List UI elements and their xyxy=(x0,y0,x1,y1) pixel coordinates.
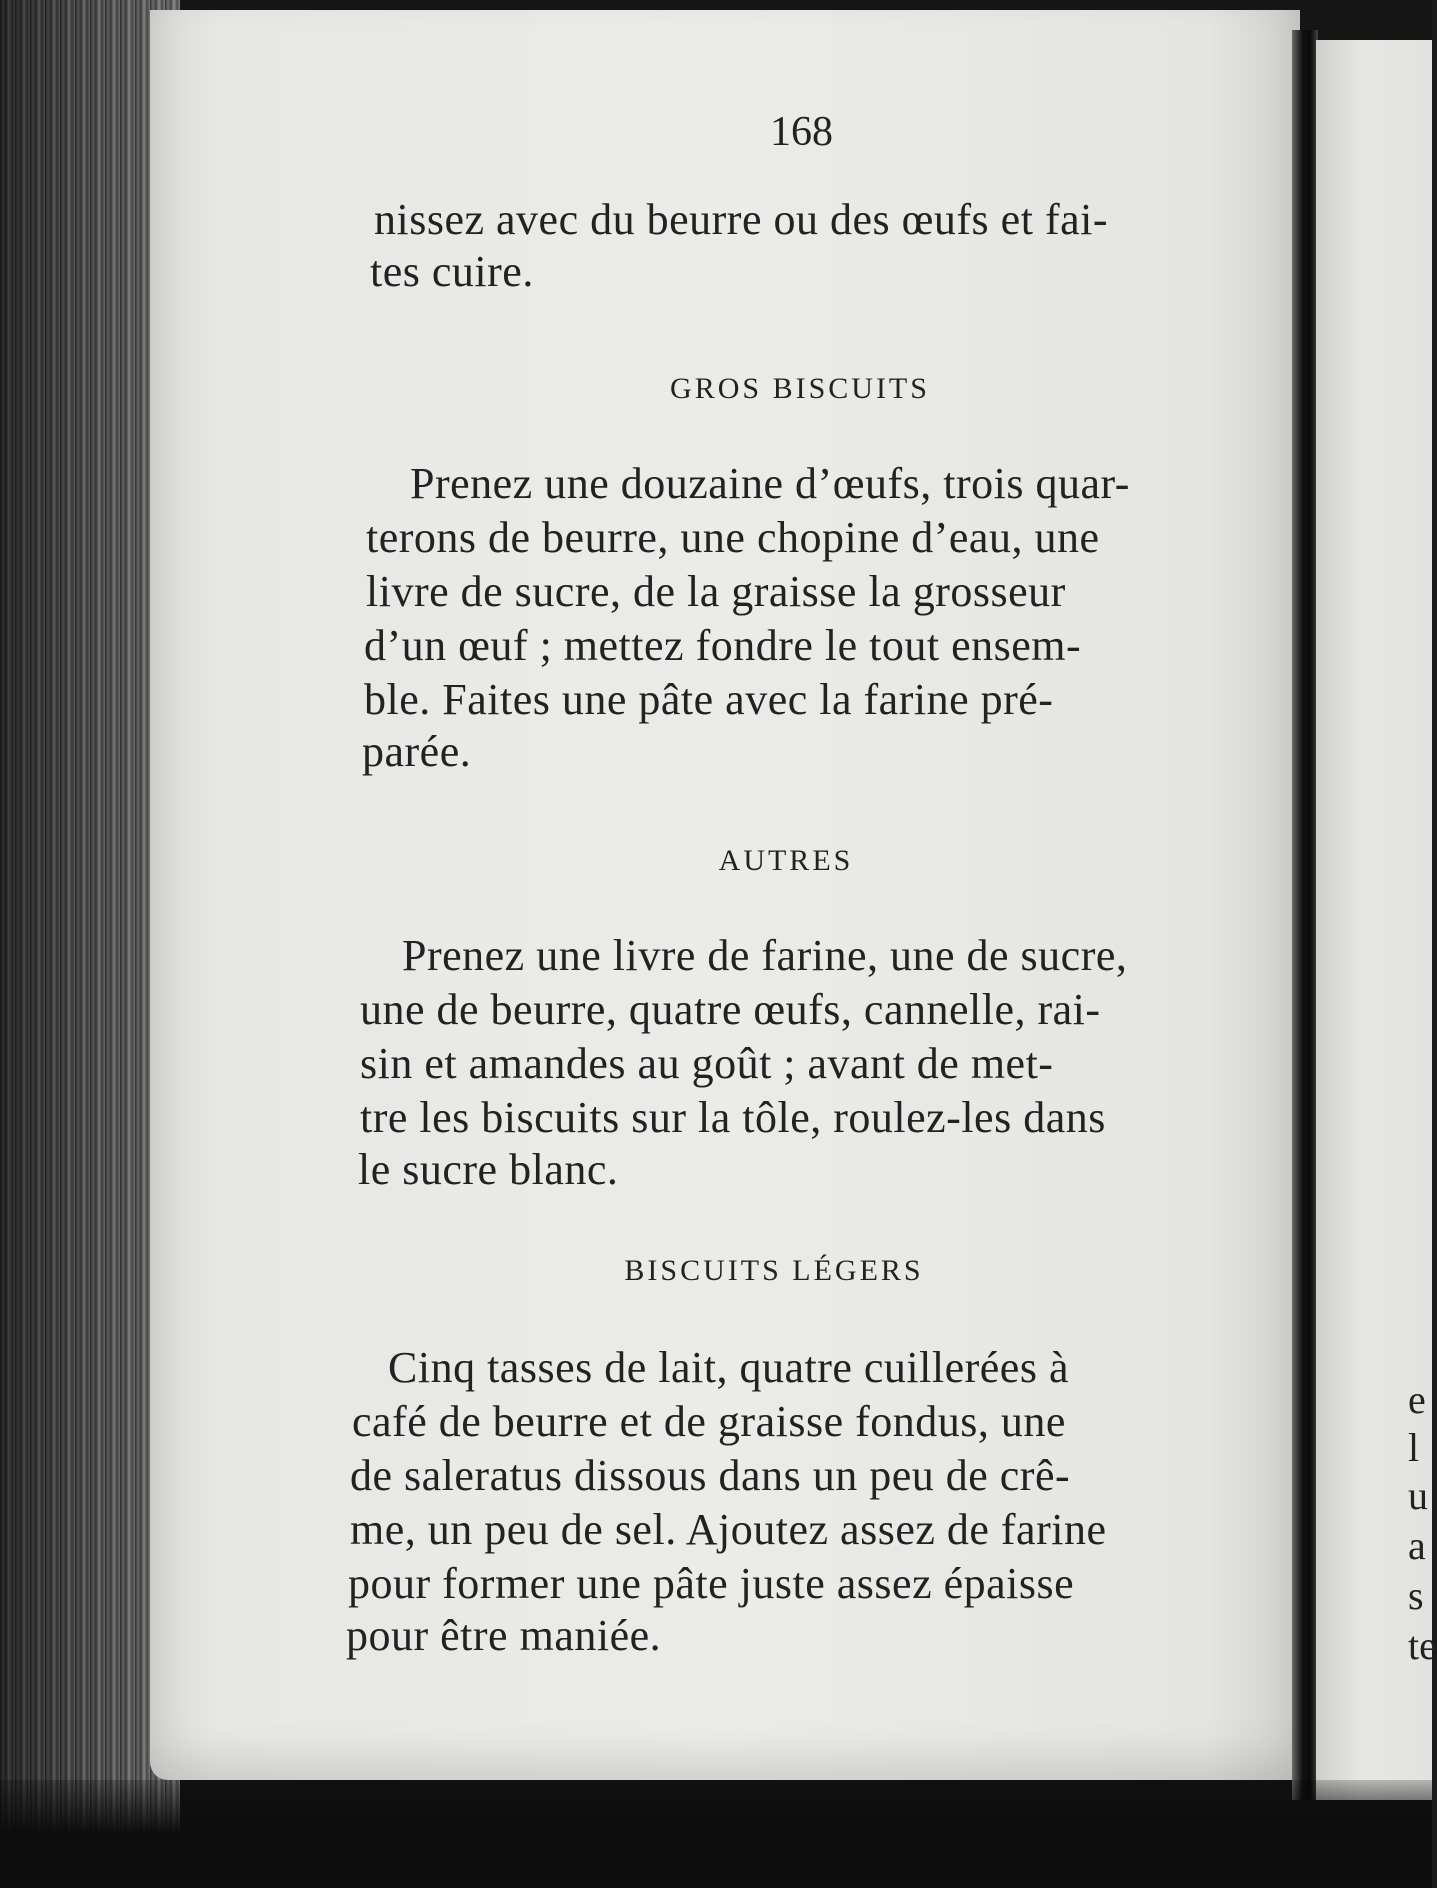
body-line: ble. Faites une pâte avec la farine pré- xyxy=(364,675,1054,724)
body-line: tre les biscuits sur la tôle, roulez-les dans xyxy=(360,1093,1106,1142)
body-line: de saleratus dissous dans un peu de crê- xyxy=(350,1451,1071,1500)
body-line: terons de beurre, une chopine d’eau, une xyxy=(366,513,1100,562)
section-heading: BISCUITS LÉGERS xyxy=(624,1254,924,1287)
body-line: pour être maniée. xyxy=(346,1611,662,1660)
body-line: Prenez une livre de farine, une de sucre, xyxy=(402,931,1128,980)
book-gutter xyxy=(1292,30,1318,1800)
body-line: Cinq tasses de lait, quatre cuillerées à xyxy=(388,1343,1069,1392)
next-page-letter: e xyxy=(1408,1377,1426,1422)
bottom-shadow xyxy=(0,1780,1432,1888)
next-page-letter: s xyxy=(1408,1573,1424,1618)
next-page-letter: u xyxy=(1408,1473,1428,1518)
next-page-letter: te xyxy=(1408,1623,1437,1668)
body-line: parée. xyxy=(362,727,472,776)
body-line: le sucre blanc. xyxy=(358,1145,619,1194)
body-line: tes cuire. xyxy=(370,247,534,296)
page-number: 168 xyxy=(770,109,833,155)
body-line: livre de sucre, de la graisse la grosseur xyxy=(366,567,1066,616)
body-line: sin et amandes au goût ; avant de met- xyxy=(360,1039,1054,1088)
section-heading: AUTRES xyxy=(718,844,854,877)
body-line: Prenez une douzaine d’œufs, trois quar- xyxy=(410,459,1130,508)
body-line: une de beurre, quatre œufs, cannelle, rai- xyxy=(360,985,1101,1034)
body-line: nissez avec du beurre ou des œufs et fai- xyxy=(374,195,1108,244)
next-page-letter: a xyxy=(1408,1523,1426,1568)
body-line: café de beurre et de graisse fondus, une xyxy=(352,1397,1066,1446)
next-page-letter: l xyxy=(1408,1425,1420,1470)
body-line: d’un œuf ; mettez fondre le tout ensem- xyxy=(364,621,1082,670)
body-line: pour former une pâte juste assez épaisse xyxy=(348,1559,1075,1608)
body-line: me, un peu de sel. Ajoutez assez de farine xyxy=(350,1505,1107,1554)
section-heading: GROS BISCUITS xyxy=(670,372,930,405)
